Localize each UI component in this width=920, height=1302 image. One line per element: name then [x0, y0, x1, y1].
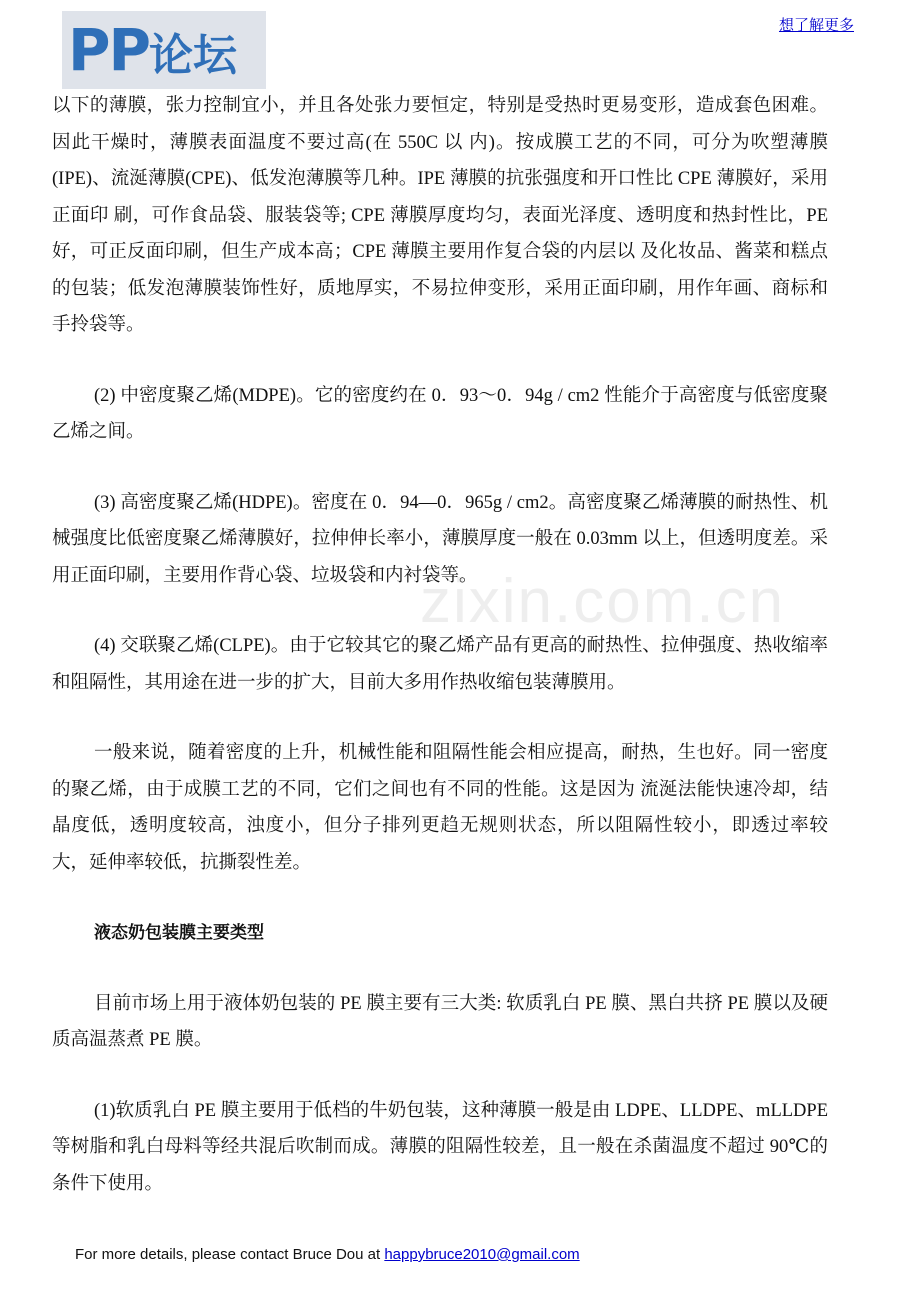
- logo-text-cn: 论坛: [149, 30, 238, 81]
- section-heading: 液态奶包装膜主要类型: [94, 923, 264, 943]
- footer: [75, 1246, 580, 1263]
- document-body: [52, 88, 828, 1236]
- watermark: zixin.com.cn: [420, 567, 786, 636]
- contact-email-link[interactable]: happybruce2010@gmail.com: [384, 1246, 580, 1263]
- pp-forum-logo: [62, 11, 266, 89]
- footer-text: For more details, please contact Bruce Dou at: [75, 1246, 385, 1263]
- learn-more-link[interactable]: 想了解更多: [778, 17, 854, 34]
- paragraph-mdpe: (2) 中密度聚乙烯(MDPE)。它的密度约在 0．93～0．94g / cm2 性能介于高密度与低密度聚乙烯之间。: [52, 385, 828, 442]
- paragraph-continuation: 以下的薄膜，张力控制宜小，并且各处张力要恒定，特别是受热时更易变形，造成套色困难。因此干燥时，薄膜表面温度不要过高(在 550C 以 内)。按成膜工艺的不同，可分为吹塑薄膜(IPE)、流涎薄膜(CPE)、低发泡薄膜等几种。IPE 薄膜的抗张强度和开口性比 CPE 薄膜好，采用正面印 刷，可作食品袋、服装袋等; CPE 薄膜厚度均匀，表面光泽度、透明度和热封性比，PE 好，可正反面印刷，但生产成本高；CPE 薄膜主要用作复合袋的内层以 及化妆品、酱菜和糕点的包装；低发泡薄膜装饰性好，质地厚实，不易拉伸变形，采用正面印刷，用作年画、商标和手拎袋等。: [52, 96, 828, 335]
- paragraph-film-types: 目前市场上用于液体奶包装的 PE 膜主要有三大类: 软质乳白 PE 膜、黑白共挤 PE 膜以及硬质高温蒸煮 PE 膜。: [52, 993, 828, 1050]
- logo-text-latin: PP: [68, 16, 150, 84]
- logo-text: [68, 15, 237, 91]
- paragraph-clpe: (4) 交联聚乙烯(CLPE)。由于它较其它的聚乙烯产品有更高的耐热性、拉伸强度、热收缩率和阻隔性，其用途在进一步的扩大，目前大多用作热收缩包装薄膜用。: [52, 636, 828, 693]
- paragraph-hdpe: (3) 高密度聚乙烯(HDPE)。密度在 0．94—0．965g / cm2。高密度聚乙烯薄膜的耐热性、机械强度比低密度聚乙烯薄膜好，拉伸伸长率小，薄膜厚度一般在 0.03mm 以上，但透明度差。采用正面印刷，主要用作背心袋、垃圾袋和内衬袋等。: [52, 492, 828, 586]
- paragraph-density-summary: 一般来说，随着密度的上升，机械性能和阻隔性能会相应提高，耐热，生也好。同一密度的聚乙烯，由于成膜工艺的不同，它们之间也有不同的性能。这是因为 流涎法能快速冷却，结晶度低，透明度较高，浊度小，但分子排列更趋无规则状态，所以阻隔性较小，即透过率较大，延伸率较低，抗撕裂性差。: [52, 743, 828, 873]
- paragraph-soft-white-film: (1)软质乳白 PE 膜主要用于低档的牛奶包装，这种薄膜一般是由 LDPE、LLDPE、mLLDPE 等树脂和乳白母料等经共混后吹制而成。薄膜的阻隔性较差，且一般在杀菌温度不超过 90℃的条件下使用。: [52, 1100, 828, 1194]
